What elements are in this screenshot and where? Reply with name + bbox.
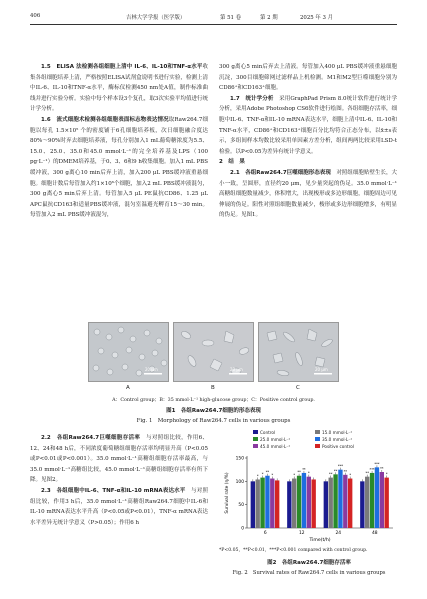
significance-marker: **	[265, 470, 270, 475]
bar	[384, 478, 388, 528]
significance-marker: **	[302, 467, 306, 472]
journal-volume: 第 51 卷	[220, 15, 242, 21]
figure-2-note: *P<0.05，**P<0.01，***P<0.001 compared with control group.	[219, 548, 368, 553]
bar	[297, 476, 301, 528]
legend-label: Control	[260, 430, 276, 435]
significance-marker: **	[365, 471, 369, 476]
micrograph-image	[89, 323, 169, 382]
significance-marker: *	[385, 472, 388, 477]
bar	[275, 480, 279, 528]
significance-marker: *	[256, 473, 259, 478]
x-tick-label: 12	[298, 531, 305, 536]
bar	[343, 475, 347, 528]
section-2-1-title: 2.1 各组Raw264.7巨噬细胞形态表现	[230, 169, 331, 176]
legend-swatch	[253, 444, 258, 448]
x-tick-label: 48	[371, 531, 378, 536]
legend-label: 25.0 mmol·L⁻¹	[260, 437, 291, 442]
significance-marker: **	[297, 470, 301, 475]
section-2-title: 2 结 果	[219, 159, 245, 166]
micrograph-positive-control	[258, 322, 339, 382]
bar	[287, 481, 291, 528]
right-column	[219, 62, 397, 221]
bar	[329, 478, 333, 528]
legend-label: 45.0 mmol·L⁻¹	[260, 444, 291, 449]
significance-marker: **	[380, 466, 384, 471]
bar	[365, 477, 369, 528]
y-axis-label: Survival rate (η/%)	[225, 472, 230, 514]
y-tick-label: 0	[241, 526, 244, 532]
significance-marker: ***	[337, 464, 343, 469]
bar	[292, 479, 296, 528]
bar	[333, 474, 337, 528]
y-tick-label: 100	[235, 479, 244, 485]
figure-1-caption-cn: 图1 各组Raw264.7细胞的形态表现	[166, 408, 261, 414]
y-tick-label: 50	[238, 503, 244, 509]
legend-swatch	[315, 437, 320, 441]
section-2-2-title: 2.2 各组Raw264.7巨噬细胞存活率	[41, 435, 141, 441]
running-header	[30, 13, 397, 23]
significance-marker: *	[293, 473, 296, 478]
panel-label-b: B	[211, 385, 215, 391]
journal-name: 吉林大学学报（医学版）	[126, 15, 186, 21]
figure-1-panels	[88, 322, 339, 382]
legend-label: 35.0 mmol·L⁻¹	[322, 437, 353, 442]
section-2-1-text: 对照组细胞贴壁生长，大小一致，呈圆形，直径约20 μm，见少量突起的伪足。35.0 mmol·L⁻¹高糖组细胞数量减少，体积增大，出现梭形或多边形细胞，细胞周边可见伸展的伪足。阳性对照组细胞数量减少，梭形或多边形细胞增多，有明显的伪足。见图1。	[219, 169, 397, 219]
significance-marker: **	[329, 472, 333, 477]
micrograph-image	[259, 323, 339, 382]
bar	[270, 479, 274, 528]
section-1-7-title: 1.7 统计学分析	[230, 95, 274, 102]
bar	[348, 479, 352, 528]
section-1-6-text: 取Raw264.7细胞以每孔 1.5×10⁵ 个的密度铺于6孔细胞培养板，次日细胞融合度达80%～90%时弃去细胞培养液，每孔分别加入1 mL葡萄糖浓度为5.5、15.0、25.0、35.0和45.0 mmol·L⁻¹的完全培养基及LPS（100 pg·L⁻¹）的DMEM培养基，于0、3、6和9 h收集细胞。加入1 mL PBS缓冲液，300 g离心10 min后弃上清，加入200 μL PBS缓冲液重悬细胞。细胞计数后每管加入约1×10⁶个细胞，加入2 mL PBS缓冲液混匀，300 g离心5 min后弃上清。每管加入5 μL PE鼠抗CD86、1.25 μL APC鼠抗CD163和适量PBS缓冲液，混匀室温避光孵育15～30 min。每管加入2 mL PBS缓冲液混匀，	[30, 116, 208, 219]
bar	[380, 472, 384, 528]
section-2-3-text: 与对照组比较，作用3 h后，35.0 mmol·L⁻¹高糖组Raw264.7细胞中IL-6和IL-10 mRNA表达水平升高（P<0.05或P<0.01），TNF-α mRNA表达水平差异无统计学意义（P>0.05）；作用6 h	[30, 487, 208, 526]
scale-bar-label: 20 μm	[145, 367, 158, 372]
x-tick-label: 6	[263, 531, 267, 536]
x-axis-label: Time(t/h)	[309, 538, 331, 543]
panel-label-c: C	[296, 385, 300, 391]
bar	[302, 473, 306, 528]
significance-marker: **	[343, 469, 348, 474]
section-1-6-title: 1.6 流式细胞术检测各组细胞表面标志物表达情况	[41, 116, 169, 123]
legend-swatch	[315, 444, 320, 448]
legend-label: Positive control	[322, 444, 354, 449]
section-1-7-text: 采用GraphPad Prism 8.0统计软件进行统计学分析，采用Adobe Photoshop CS6软件进行绘图。各组细胞存活率，细胞中IL-6、TNF-α和IL-10 mRNA表达水平，细胞上清中IL-6、IL-10和TNF-α水平，CD86⁺和CD163⁺细胞百分比均符合正态分布，以x̄±s表示，多组间样本均数比较采用单因素方差分析，组间两两比较采用LSD-t检验。以P<0.05为差异有统计学意义。	[219, 95, 397, 155]
micrograph-high-glucose	[173, 322, 254, 382]
panel-label-a: A	[126, 385, 130, 391]
legend-swatch	[315, 430, 320, 434]
page-number: 406	[30, 13, 41, 19]
bar	[338, 470, 342, 528]
legend-swatch	[253, 437, 258, 441]
section-1-5-title: 1.5 ELISA 法检测各组细胞上清中 IL-6、IL-10和TNF-α水平	[41, 64, 203, 70]
x-tick-label: 24	[335, 531, 342, 536]
section-2-3-title: 2.3 各组细胞中IL-6、TNF-α和IL-10 mRNA表达水平	[41, 487, 186, 494]
significance-marker: *	[349, 473, 352, 478]
bar	[256, 479, 260, 528]
bar	[360, 481, 364, 528]
significance-marker: **	[333, 468, 338, 473]
significance-marker: *	[271, 473, 274, 478]
legend-label: 15.0 mmol·L⁻¹	[322, 430, 353, 435]
bar	[260, 478, 264, 528]
scale-bar-label: 20 μm	[315, 367, 328, 372]
section-2-2-text: 与对照组比较，作用6、12、24和48 h后，不同浓度葡萄糖组细胞存活率均明显升高（P<0.05或P<0.01或P<0.001）。35.0 mmol·L⁻¹高糖组细胞存活率最高，与35.0 mmol·L⁻¹高糖组比较，45.0 mmol·L⁻¹高糖组细胞存活率有所下降。见图2。	[30, 435, 208, 484]
significance-marker: ***	[369, 467, 375, 472]
journal-issue: 第 2 期	[260, 15, 278, 21]
bar	[370, 473, 374, 528]
bar	[324, 481, 328, 528]
figure-1-caption-en: Fig. 1 Morphology of Raw264.7 cells in various groups	[136, 418, 291, 424]
left-column	[30, 62, 208, 221]
continued-text: 300 g离心5 min后弃去上清液。每管加入400 μL PBS缓冲液重悬细胞沉淀，300目细胞筛网过滤样品上机检测。M1和M2型巨噬细胞分别为CD86⁺和CD163⁺细胞。	[219, 64, 397, 92]
legend-swatch	[253, 430, 258, 434]
bar	[311, 479, 315, 528]
survival-rate-chart	[219, 428, 399, 544]
y-tick-label: 150	[235, 456, 244, 462]
significance-marker: *	[307, 471, 310, 476]
left-column-bottom	[30, 433, 208, 528]
micrograph-image	[174, 323, 254, 382]
bar	[375, 467, 379, 528]
figure-1-note: A：Control group；B：35 mmol·L⁻¹ high-glucose group；C：Positive control group.	[112, 398, 315, 403]
section-1-5-text: 收集各组细胞培养上清，严格按照ELISA试剂盒说明书进行实验，检测上清中IL-6、IL-10和TNF-α水平，酶标仪检测450 nm处A值，制作标准曲线并进行实验分析。实验中每个样本设3个复孔，取3次实验平均值进行统计学分析。	[30, 64, 208, 113]
micrograph-control	[88, 322, 169, 382]
bar	[251, 481, 255, 528]
figure-2-caption-cn: 图2 各组Raw264.7细胞存活率	[267, 560, 351, 566]
significance-marker: ***	[374, 461, 380, 466]
journal-date: 2025 年 3 月	[300, 15, 334, 21]
scale-bar-label: 20 μm	[230, 367, 243, 372]
bar	[265, 476, 269, 528]
bar	[307, 477, 311, 528]
figure-2-caption-en: Fig. 2 Survival rates of Raw264.7 cells in various groups	[232, 570, 386, 576]
header-rule	[30, 24, 397, 25]
significance-marker: *	[261, 472, 264, 477]
